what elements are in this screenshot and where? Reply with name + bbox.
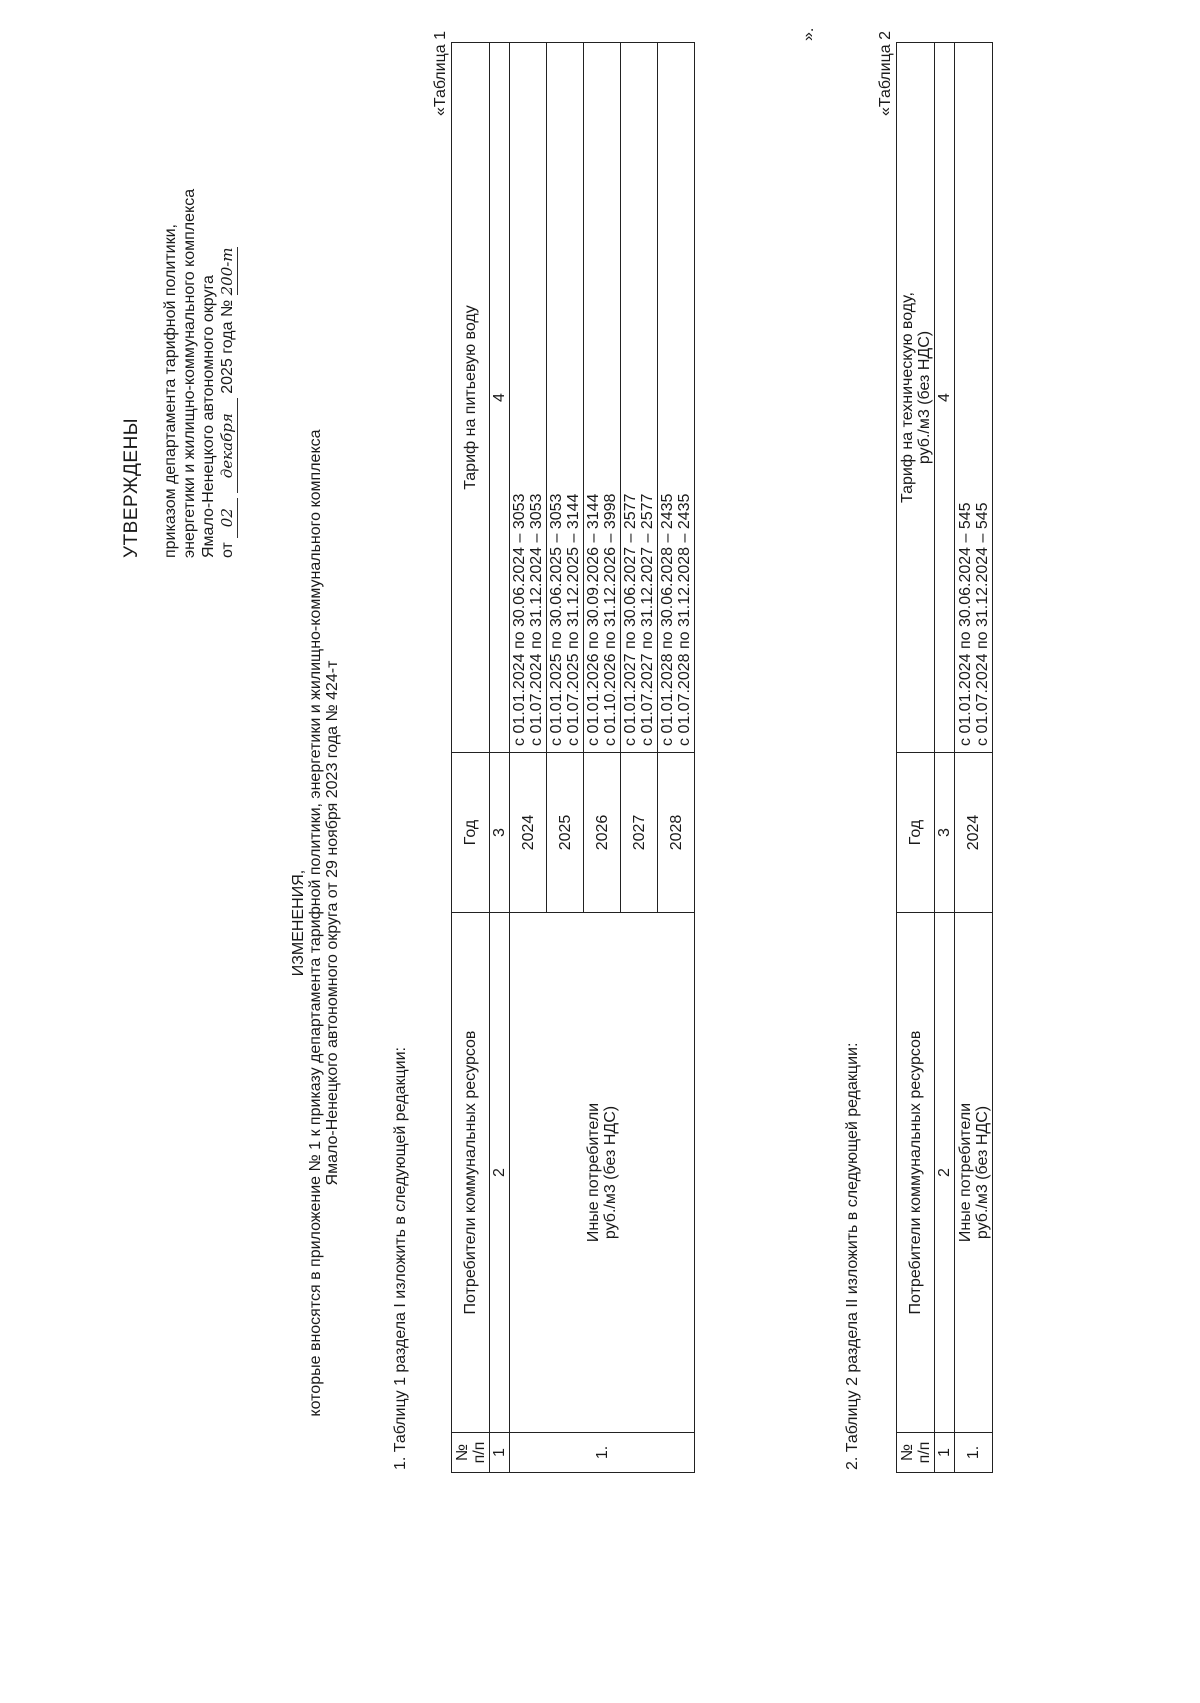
handwritten-day: 02 — [218, 498, 238, 538]
tariff-period-1: с 01.01.2027 по 30.06.2027 – 2577 — [622, 493, 639, 746]
table1-tariff — [621, 43, 658, 753]
changes-heading — [290, 373, 341, 1473]
table1-num-4: 4 — [490, 43, 510, 753]
table-2 — [896, 42, 993, 1473]
table2-number-row — [935, 43, 955, 1473]
table2-num-3: 3 — [935, 753, 955, 913]
approval-block — [122, 189, 238, 558]
table1-header-no: № п/п — [452, 1433, 490, 1473]
table1-consumer — [510, 913, 695, 1433]
approval-line-3: Ямало-Ненецкого автономного округа — [200, 275, 217, 558]
table1-caption: «Таблица 1 — [432, 31, 449, 116]
tariff-period-1: с 01.01.2024 по 30.06.2024 – 3053 — [511, 493, 528, 746]
table2-consumer-line-2: руб./м3 (без НДС) — [973, 1105, 991, 1240]
table2-header-no: № п/п — [897, 1433, 935, 1473]
approval-line-2: энергетики и жилищно-коммунального комплекса — [181, 188, 198, 558]
tariff-period-1: с 01.01.2028 по 30.06.2028 – 2435 — [659, 493, 676, 746]
table1-num-3: 3 — [490, 753, 510, 913]
handwritten-month: декабря — [218, 398, 238, 493]
tariff-period-2: с 01.07.2025 по 31.12.2025 – 3144 — [565, 493, 582, 746]
table2-header-year: Год — [897, 753, 935, 913]
tariff-period-1: с 01.01.2025 по 30.06.2025 – 3053 — [548, 493, 565, 746]
table-1 — [451, 42, 695, 1473]
table1-num-1: 1 — [490, 1433, 510, 1473]
table-row — [510, 43, 547, 1473]
table1-header-tariff: Тариф на питьевую воду — [452, 43, 490, 753]
table1-year: 2026 — [584, 753, 621, 913]
tariff-period-2: с 01.10.2026 по 31.12.2026 – 3998 — [602, 493, 619, 746]
tariff-period-2: с 01.07.2027 по 31.12.2027 – 2577 — [639, 493, 656, 746]
table2-header-consumers: Потребители коммунальных ресурсов — [897, 913, 935, 1433]
tariff-period-1: с 01.01.2026 по 30.09.2026 – 3144 — [585, 493, 602, 746]
approval-line-1: приказом департамента тарифной политики, — [162, 224, 179, 558]
table2-num-2: 2 — [935, 913, 955, 1433]
table2-num-4: 4 — [935, 43, 955, 753]
table1-tariff — [658, 43, 695, 753]
table1-tariff — [547, 43, 584, 753]
table2-header-tariff — [897, 43, 935, 753]
table1-closing: ». — [800, 27, 817, 41]
table2-header-tariff-line-2: руб./м3 (без НДС) — [915, 330, 933, 465]
table2-header-row — [897, 43, 935, 1473]
table2-caption: «Таблица 2 — [877, 31, 894, 116]
tariff-period-2: с 01.07.2028 по 31.12.2028 – 2435 — [676, 493, 693, 746]
table2-consumer — [955, 913, 993, 1433]
changes-line-2: Ямало-Ненецкого автономного округа от 29 ноября 2023 года № 424-т — [324, 660, 341, 1186]
table2-consumer-line-1: Иные потребители — [956, 1102, 974, 1243]
table1-header-row — [452, 43, 490, 1473]
tariff-period-2: с 01.07.2024 по 31.12.2024 – 3053 — [528, 493, 545, 746]
table1-num-2: 2 — [490, 913, 510, 1433]
table1-year: 2024 — [510, 753, 547, 913]
tariff-period-1: с 01.01.2024 по 30.06.2024 – 545 — [956, 502, 974, 746]
table1-number-row — [490, 43, 510, 1473]
table1-row-no: 1. — [510, 1433, 695, 1473]
table1-tariff — [584, 43, 621, 753]
section1-intro: 1. Таблицу 1 раздела I изложить в следующей редакции: — [392, 1047, 409, 1470]
date-prefix: от — [219, 542, 236, 558]
approval-date-line — [218, 189, 238, 558]
tariff-period-2: с 01.07.2024 по 31.12.2024 – 545 — [973, 502, 991, 746]
handwritten-number: 200-т — [218, 247, 236, 296]
table1-header-consumers: Потребители коммунальных ресурсов — [452, 913, 490, 1433]
table1-consumer-line-2: руб./м3 (без НДС) — [602, 1105, 619, 1240]
changes-title: ИЗМЕНЕНИЯ, — [290, 869, 307, 977]
table1-year: 2025 — [547, 753, 584, 913]
table1-consumer-line-1: Иные потребители — [585, 1102, 602, 1243]
table2-year: 2024 — [955, 753, 993, 913]
changes-line-1: которые вносятся в приложение № 1 к приказу департамента тарифной политики, энергетики и жилищно-коммунального комплекса — [307, 429, 324, 1417]
table2-header-tariff-line-1: Тариф на техническую воду, — [898, 292, 916, 503]
table2-num-1: 1 — [935, 1433, 955, 1473]
table1-year: 2027 — [621, 753, 658, 913]
table1-header-year: Год — [452, 753, 490, 913]
table1-year: 2028 — [658, 753, 695, 913]
section2-intro: 2. Таблицу 2 раздела II изложить в следующей редакции: — [844, 1042, 861, 1470]
year-text: 2025 года № — [219, 299, 236, 394]
approval-title: УТВЕРЖДЕНЫ — [121, 417, 142, 558]
table1-tariff — [510, 43, 547, 753]
table2-row-no: 1. — [955, 1433, 993, 1473]
table-row — [955, 43, 993, 1473]
table2-tariff — [955, 43, 993, 753]
